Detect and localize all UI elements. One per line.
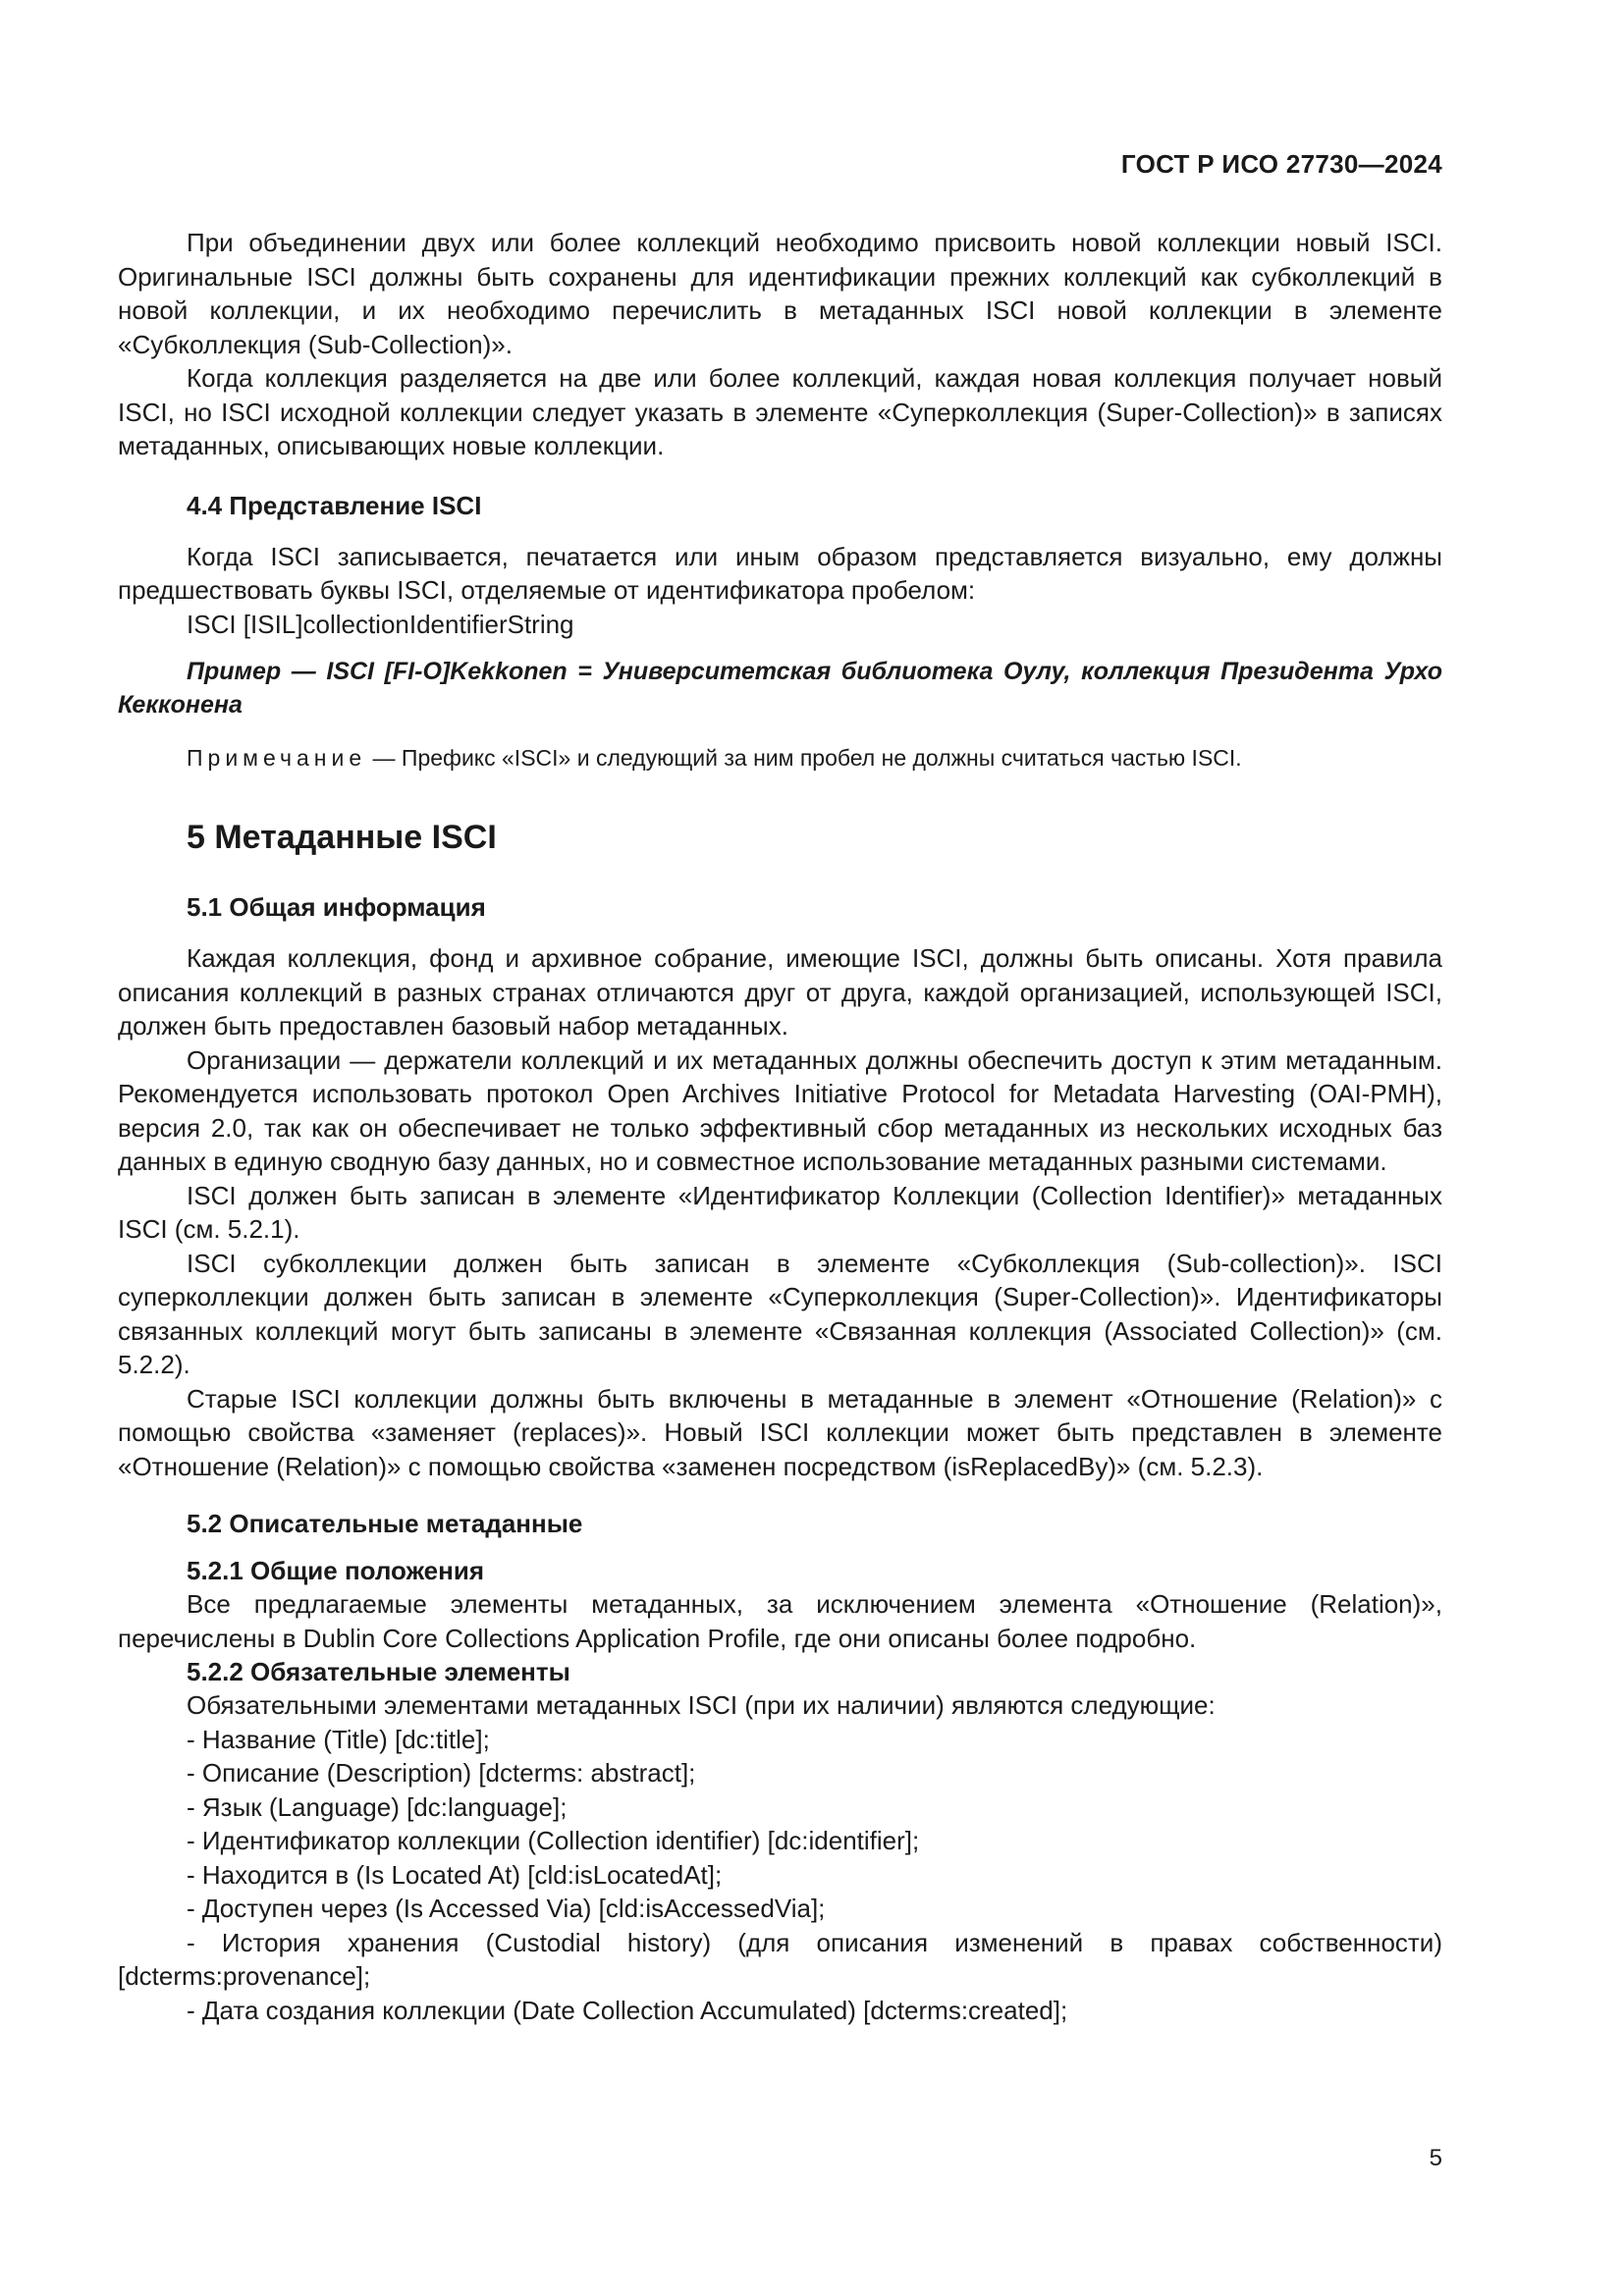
isci-format-line: ISCI [ISIL]collectionIdentifierString [187,609,574,639]
note-text: — Префикс «ISCI» и следующий за ним пробел не должны считаться частью ISCI. [366,745,1242,771]
note-label: Примечание [187,745,367,771]
list-item: - Язык (Language) [dc:language]; [187,1791,568,1822]
paragraph-collection-identifier: ISCI должен быть записан в элементе «Идентификатор Коллекции (Collection Identifier)» метаданных ISCI (см. 5.2.1). [118,1180,1442,1244]
page-content [118,226,1442,2027]
heading-5-2-2: 5.2.2 Обязательные элементы [187,1657,570,1686]
page-number: 5 [1429,2145,1442,2171]
list-item: - Доступен через (Is Accessed Via) [cld:isAccessedVia]; [187,1894,826,1923]
paragraph-mandatory-elements: Обязательными элементами метаданных ISCI (при их наличии) являются следующие: [187,1690,1216,1720]
heading-5-2: 5.2 Описательные метаданные [187,1509,583,1538]
mandatory-elements-list [118,1723,1442,2028]
example-text: Пример — ISCI [FI-O]Kekkonen = Университетская библиотека Оулу, коллекция Президента Урхо Кекконена [118,658,1442,719]
list-item: - История хранения (Custodial history) (для описания изменений в правах собственности) [dcterms:provenance]; [118,1927,1442,1991]
note [118,743,1442,773]
paragraph-relation: Старые ISCI коллекции должны быть включены в метаданные в элемент «Отношение (Relation)» с помощью свойства «заменяет (replaces)». Новый ISCI коллекции может быть представлен в элементе «Отношение (Relation)» с помощью свойства «заменен посредством (isReplacedBy)» (см. 5.2.3). [118,1383,1442,1481]
paragraph-description-requirement: Каждая коллекция, фонд и архивное собрание, имеющие ISCI, должны быть описаны. Хотя правила описания коллекций в разных странах отличаются друг от друга, каждой организацией, использующей ISCI, должен быть предоставлен базовый набор метаданных. [118,943,1442,1041]
heading-section-5: 5 Метаданные ISCI [187,819,497,856]
list-item: - Название (Title) [dc:title]; [187,1724,490,1754]
paragraph-oai-pmh: Организации — держатели коллекций и их метаданных должны обеспечить доступ к этим метаданным. Рекомендуется использовать протокол Open Archives Initiative Protocol for Metadata Harvesting (OAI-PMH), версия 2.0, так как он обеспечивает не только эффективный сбор метаданных из нескольких исходных баз данных в единую сводную базу данных, но и совместное использование метаданных разными системами. [118,1044,1442,1176]
heading-5-1: 5.1 Общая информация [187,892,486,922]
paragraph-merging-collections: При объединении двух или более коллекций необходимо присвоить новой коллекции новый ISCI. Оригинальные ISCI должны быть сохранены для идентификации прежних коллекций как субколлекций в новой коллекции, и их необходимо перечислить в метаданных ISCI новой коллекции в элементе «Субколлекция (Sub-Collection)». [118,228,1442,359]
heading-5-2-1: 5.2.1 Общие положения [187,1556,484,1585]
heading-4-4: 4.4 Представление ISCI [187,490,482,520]
paragraph-sub-super-collection: ISCI субколлекции должен быть записан в элементе «Субколлекция (Sub-collection)». ISCI суперколлекции должен быть записан в элементе «Суперколлекция (Super-Collection)». Идентификаторы связанных коллекций могут быть записаны в элементе «Связанная коллекция (Associated Collection)» (см. 5.2.2). [118,1248,1442,1379]
list-item: - Дата создания коллекции (Date Collection Accumulated) [dcterms:created]; [187,1995,1068,2025]
list-item: - Находится в (Is Located At) [cld:isLocatedAt]; [187,1859,723,1890]
document-code-header: ГОСТ Р ИСО 27730—2024 [1120,149,1442,179]
list-item: - Идентификатор коллекции (Collection identifier) [dc:identifier]; [187,1826,920,1855]
paragraph-isci-presentation: Когда ISCI записывается, печатается или иным образом представляется визуально, ему должны предшествовать буквы ISCI, отделяемые от идентификатора пробелом: [118,541,1442,605]
paragraph-general-provisions: Все предлагаемые элементы метаданных, за исключением элемента «Отношение (Relation)», перечислены в Dublin Core Collections Application Profile, где они описаны более подробно. [118,1589,1442,1653]
paragraph-splitting-collections: Когда коллекция разделяется на две или более коллекций, каждая новая коллекция получает новый ISCI, но ISCI исходной коллекции следует указать в элементе «Суперколлекция (Super-Collection)» в записях метаданных, описывающих новые коллекции. [118,363,1442,460]
list-item: - Описание (Description) [dcterms: abstract]; [187,1758,696,1788]
